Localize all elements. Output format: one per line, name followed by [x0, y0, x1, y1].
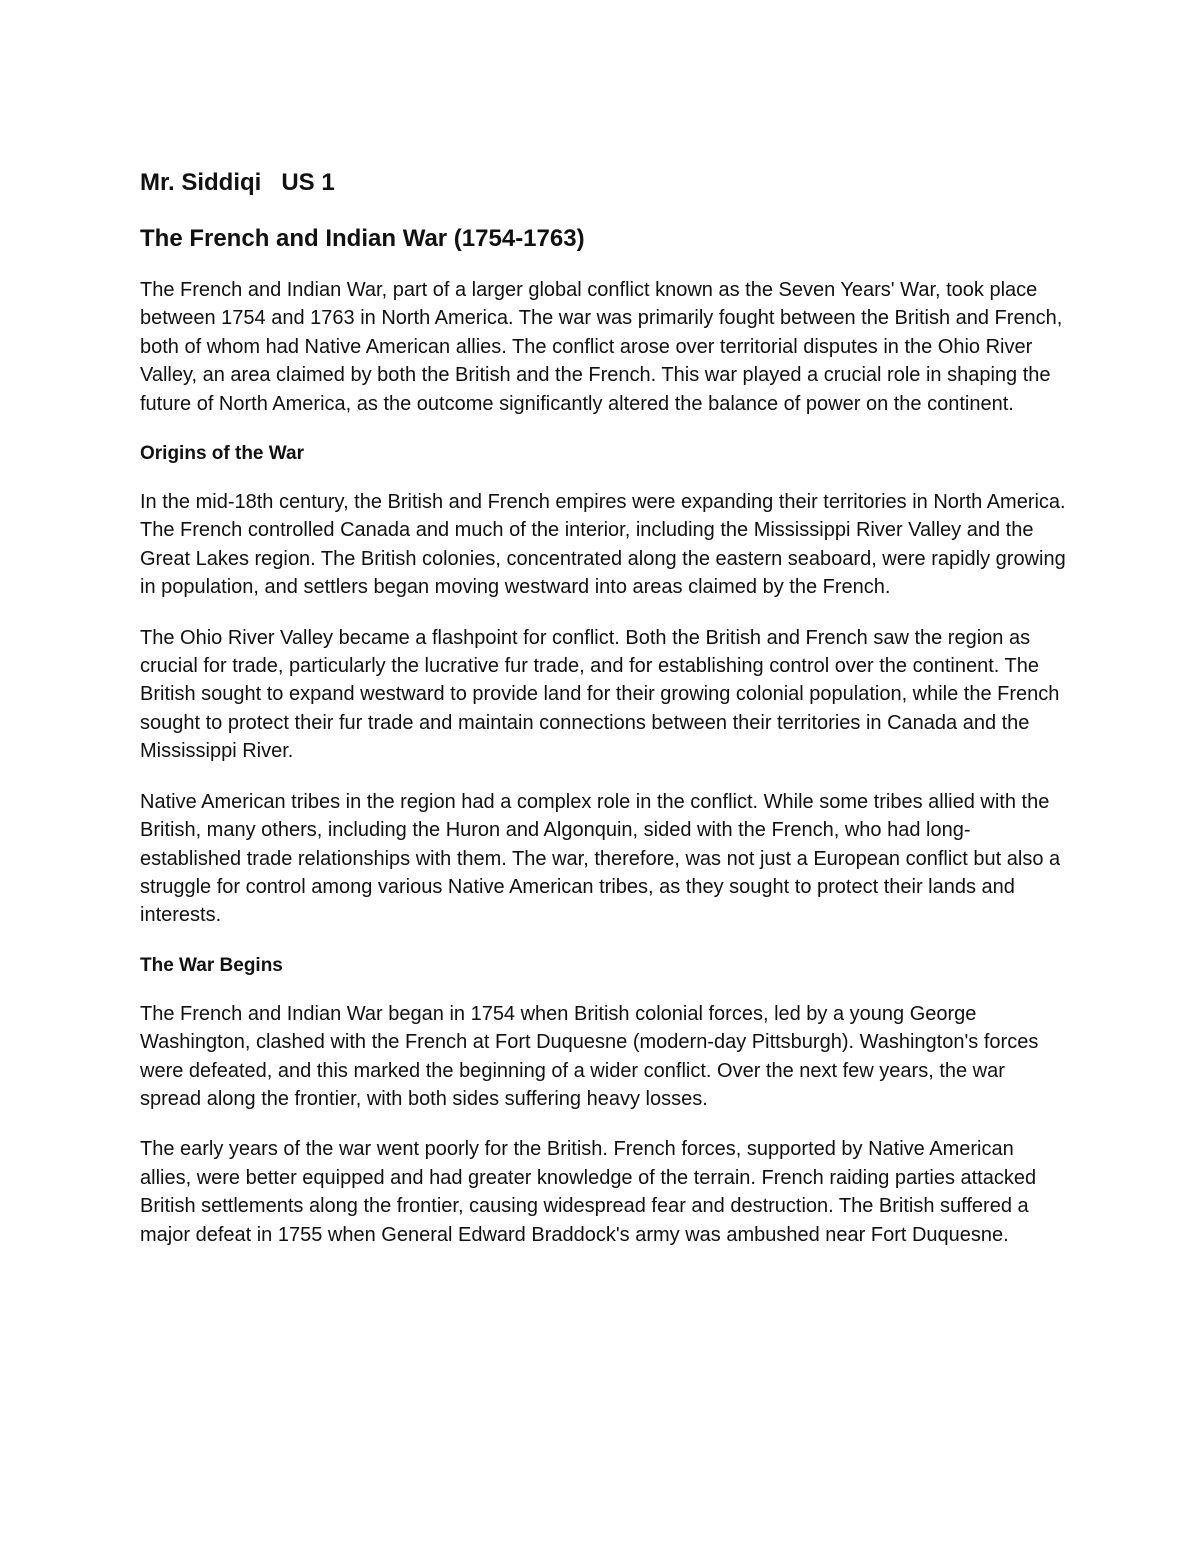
document-title: The French and Indian War (1754-1763) [140, 225, 585, 252]
body-paragraph: Native American tribes in the region had a complex role in the conflict. While some tribes allied with the British, many others, including the Huron and Algonquin, sided with the French, who had long-established trade relationships with them. The war, therefore, was not just a European conflict but also a struggle for control among various Native American tribes, as they sought to protect their lands and interests. [140, 790, 1061, 927]
course-line: Mr. Siddiqi US 1 [140, 169, 335, 196]
intro-paragraph: The French and Indian War, part of a larger global conflict known as the Seven Years' War, took place between 1754 and 1763 in North America. The war was primarily fought between the British and French, both of whom had Native American allies. The conflict arose over territorial disputes in the Ohio River Valley, an area claimed by both the British and the French. This war played a crucial role in shaping the future of North America, as the outcome significantly altered the balance of power on the continent. [140, 279, 1063, 415]
document-page [140, 166, 1070, 1271]
body-paragraph: The French and Indian War began in 1754 when British colonial forces, led by a young George Washington, clashed with the French at Fort Duquesne (modern-day Pittsburgh). Washington's forces were defeated, and this marked the beginning of a wider conflict. Over the next few years, the war spread along the frontier, with both sides suffering heavy losses. [140, 1002, 1039, 1110]
section-heading-war-begins: The War Begins [140, 954, 283, 976]
section-heading-origins: Origins of the War [140, 443, 304, 465]
body-paragraph: In the mid-18th century, the British and French empires were expanding their territories in North America. The French controlled Canada and much of the interior, including the Mississippi River Valley and the Great Lakes region. The British colonies, concentrated along the eastern seaboard, were rapidly growing in population, and settlers began moving westward into areas claimed by the French. [140, 491, 1066, 599]
body-paragraph: The early years of the war went poorly for the British. French forces, supported by Native American allies, were better equipped and had greater knowledge of the terrain. French raiding parties attacked British settlements along the frontier, causing widespread fear and destruction. The British suffered a major defeat in 1755 when General Edward Braddock's army was ambushed near Fort Duquesne. [140, 1138, 1037, 1246]
body-paragraph: The Ohio River Valley became a flashpoint for conflict. Both the British and French saw the region as crucial for trade, particularly the lucrative fur trade, and for establishing control over the continent. The British sought to expand westward to provide land for their growing colonial population, while the French sought to protect their fur trade and maintain connections between their territories in Canada and the Mississippi River. [140, 626, 1060, 763]
